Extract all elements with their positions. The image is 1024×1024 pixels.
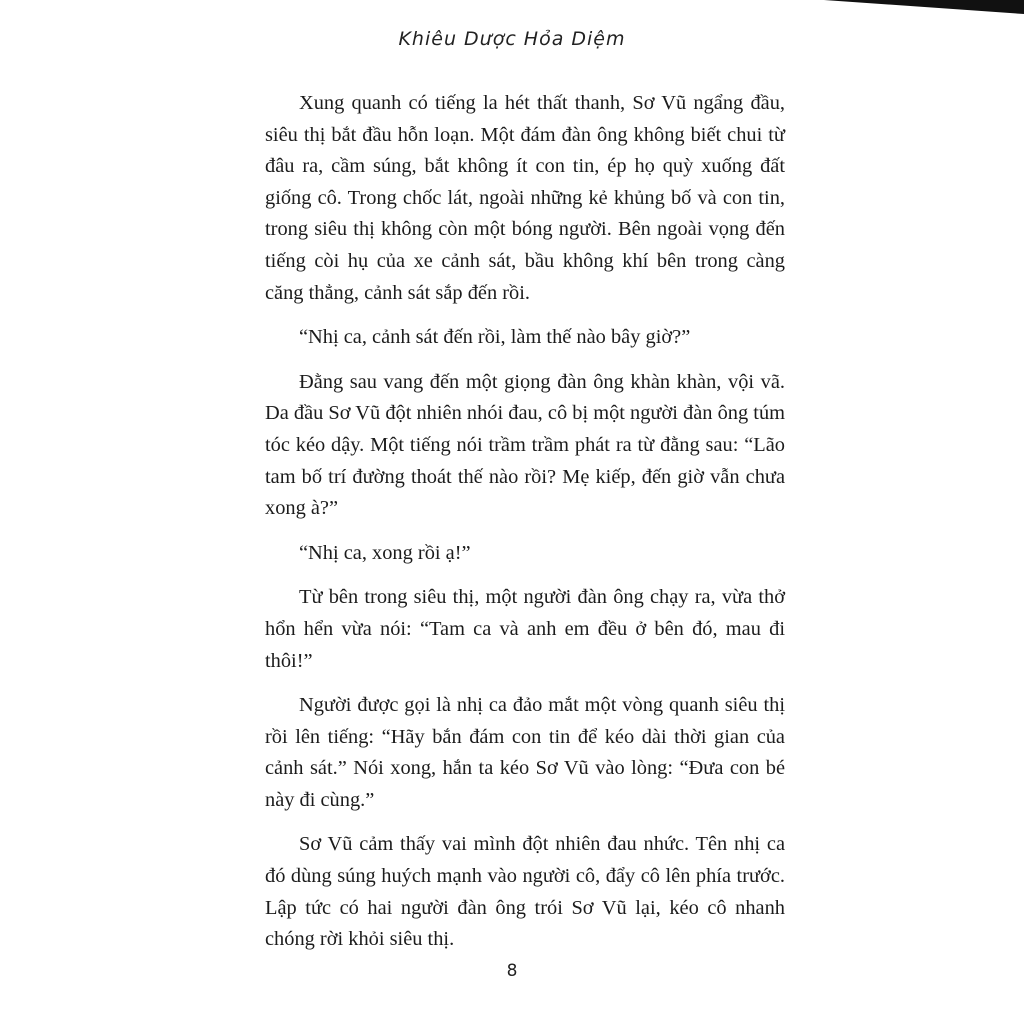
paragraph: Từ bên trong siêu thị, một người đàn ông chạy ra, vừa thở hổn hển vừa nói: “Tam ca và anh em đều ở bên đó, mau đi thôi!” xyxy=(265,586,785,672)
paragraph: Đằng sau vang đến một giọng đàn ông khàn khàn, vội vã. Da đầu Sơ Vũ đột nhiên nhói đau, cô bị một người đàn ông túm tóc kéo dậy. Một tiếng nói trầm trầm phát ra từ đằng sau: “Lão tam bố trí đường thoát thế nào rồi? Mẹ kiếp, đến giờ vẫn chưa xong à?” xyxy=(265,370,785,520)
paragraph: “Nhị ca, cảnh sát đến rồi, làm thế nào bây giờ?” xyxy=(299,326,691,349)
corner-mark xyxy=(824,0,1024,14)
paragraph: “Nhị ca, xong rồi ạ!” xyxy=(299,541,471,564)
running-header: Khiêu Dược Hỏa Diệm xyxy=(398,28,626,50)
paragraph: Xung quanh có tiếng la hét thất thanh, Sơ Vũ ngẩng đầu, siêu thị bắt đầu hỗn loạn. Một đám đàn ông không biết chui từ đâu ra, cầm súng, bắt không ít con tin, ép họ quỳ xuống đất giống cô. Trong chốc lát, ngoài những kẻ khủng bố và con tin, trong siêu thị không còn một bóng người. Bên ngoài vọng đến tiếng còi hụ của xe cảnh sát, bầu không khí bên trong càng căng thẳng, cảnh sát sắp đến rồi. xyxy=(265,92,785,304)
page-number: 8 xyxy=(506,961,518,981)
body-text xyxy=(265,88,785,969)
paragraph: Người được gọi là nhị ca đảo mắt một vòng quanh siêu thị rồi lên tiếng: “Hãy bắn đám con tin để kéo dài thời gian của cảnh sát.” Nói xong, hắn ta kéo Sơ Vũ vào lòng: “Đưa con bé này đi cùng.” xyxy=(265,694,785,811)
paragraph: Sơ Vũ cảm thấy vai mình đột nhiên đau nhức. Tên nhị ca đó dùng súng huých mạnh vào người cô, đẩy cô lên phía trước. Lập tức có hai người đàn ông trói Sơ Vũ lại, kéo cô nhanh chóng rời khỏi siêu thị. xyxy=(265,833,785,951)
